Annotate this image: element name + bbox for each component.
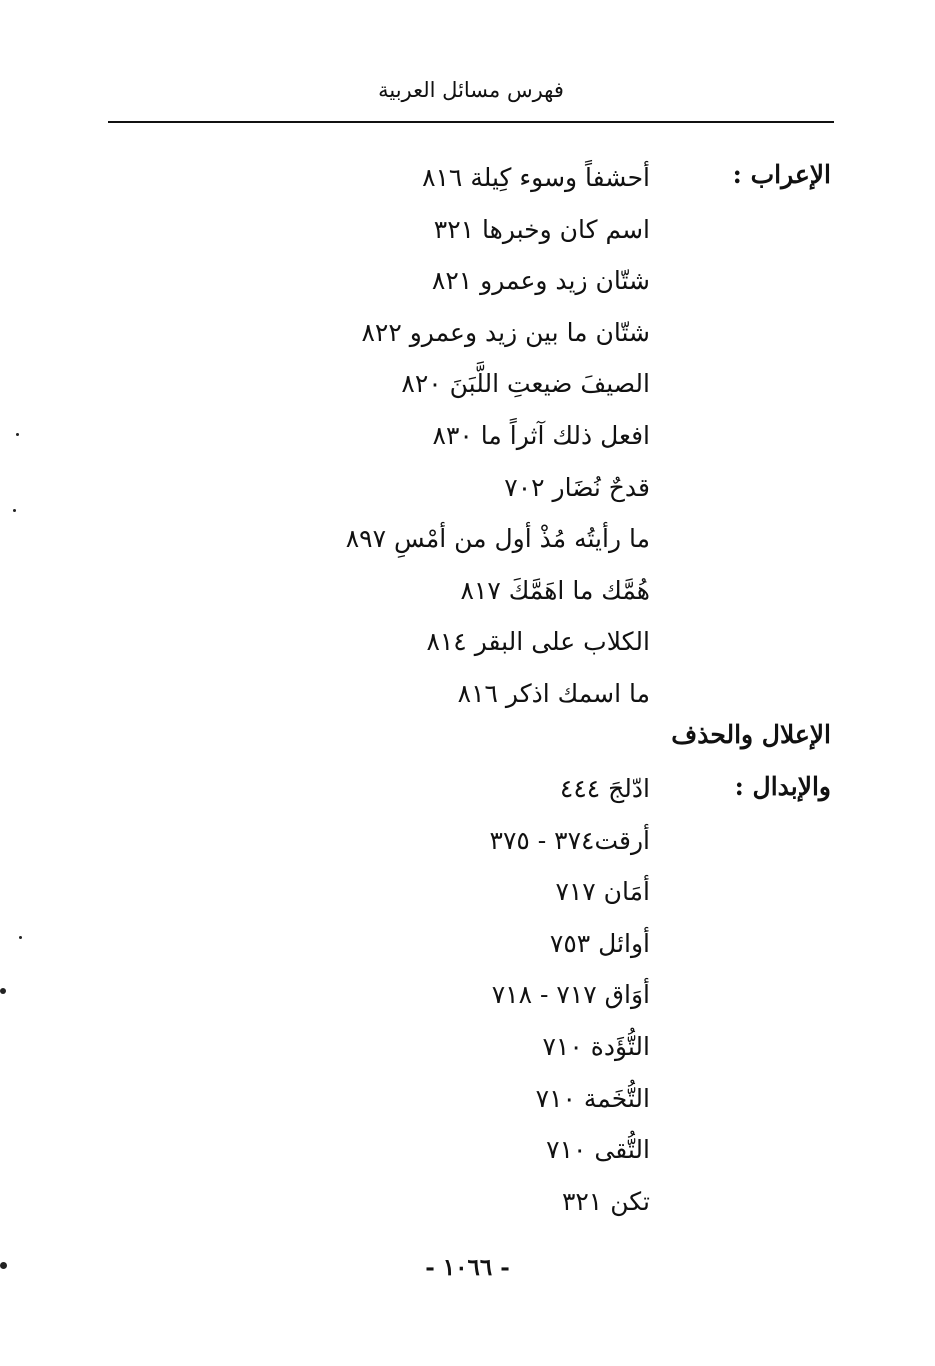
- index-entry: أحشفاً وسوء كِيلة ٨١٦: [422, 163, 650, 192]
- index-entry: شتّان زيد وعمرو ٨٢١: [431, 266, 650, 296]
- index-entry: قدحٌ نُضَار ٧٠٢: [504, 472, 650, 502]
- index-entry: أوَاق ٧١٧ - ٧١٨: [491, 980, 650, 1010]
- index-entry: تكن ٣٢١: [561, 1186, 650, 1216]
- index-entry: أمَان ٧١٧: [555, 877, 650, 907]
- index-entry: ما رأيتُه مُذْ أول من أمْسِ ٨٩٧: [345, 524, 650, 554]
- index-entry: افعل ذلك آثراً ما ٨٣٠: [432, 420, 650, 450]
- scan-speck: [13, 509, 16, 512]
- running-header: فهرس مسائل العربية: [378, 78, 564, 102]
- index-entry: ما اسمك اذكر ٨١٦: [457, 678, 650, 708]
- index-entry: الكلاب على البقر ٨١٤: [426, 627, 650, 657]
- index-entry: أرقت٣٧٤ - ٣٧٥: [489, 825, 650, 855]
- section-label-ielal-line2: والإبدال :: [734, 772, 831, 801]
- section-label-irab: الإعراب :: [732, 160, 831, 189]
- scan-speck: [0, 988, 6, 994]
- index-entry: أوائل ٧٥٣: [549, 928, 650, 958]
- header-rule: [108, 121, 834, 123]
- index-entry: اسم كان وخبرها ٣٢١: [433, 214, 650, 244]
- section-label-ielal-line1: الإعلال والحذف: [671, 720, 831, 749]
- index-entry: التُّؤَدة ٧١٠: [542, 1031, 650, 1061]
- page-number: - ١٠٦٦ -: [425, 1254, 510, 1281]
- index-entry: ادّلجَ ٤٤٤: [559, 774, 650, 803]
- index-entry: التُّخَمة ٧١٠: [535, 1083, 650, 1113]
- index-entry: الصيفَ ضيعتِ اللَّبَنَ ٨٢٠: [401, 369, 650, 399]
- entry-list-ielal: [490, 763, 650, 1227]
- scan-speck: [0, 1262, 7, 1269]
- index-entry: التُّقى ٧١٠: [546, 1135, 650, 1165]
- scan-speck: [16, 433, 19, 436]
- index-entry: شتّان ما بين زيد وعمرو ٨٢٢: [361, 317, 650, 347]
- index-entry: هُمَّك ما اهَمَّكَ ٨١٧: [460, 575, 650, 605]
- entry-list-irab: [346, 152, 650, 720]
- scan-speck: [19, 936, 22, 939]
